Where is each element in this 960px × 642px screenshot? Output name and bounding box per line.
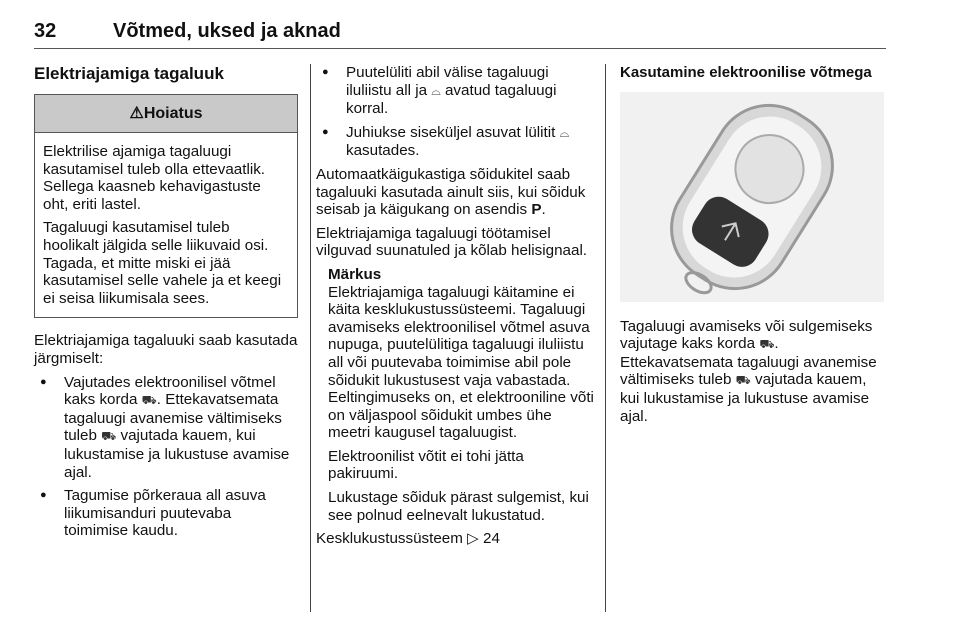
column-divider <box>310 64 311 612</box>
paragraph: Automaatkäigukastiga sõidukitel saab tagaluuki kasutada ainult siis, kui sõiduk seisab ja käigukang on asendis P. <box>316 165 586 219</box>
note-text: Lukustage sõiduk pärast sulgemist, kui see polnud eelnevalt lukustatud. <box>328 489 589 524</box>
paragraph: Elektriajamiga tagaluugi töötamisel vilguvad suunatuled ja kõlab helisignaal. <box>316 224 588 260</box>
page-number: 32 <box>34 20 57 42</box>
warning-icon: ⚠ <box>129 105 144 122</box>
tailgate-icon: ⛟ <box>101 429 117 444</box>
chapter-title: Võtmed, uksed ja aknad <box>113 20 341 42</box>
electronic-key-image <box>620 92 884 302</box>
note-text: Elektroonilist võtit ei tohi jätta pakiruumi. <box>328 447 524 483</box>
tailgate-icon: ⛟ <box>759 337 775 352</box>
car-tailgate-icon: ⌓ <box>559 125 570 140</box>
note-text: Elektriajamiga tagaluugi käitamine ei käita kesklukustussüsteemi. Tagaluugi avamiseks elektroonilisel võtmel asuva nupuga, puutelülitiga tagaluugi iluliistu all või puutevaba toimimise abil pole sõidukit lukustusest vaja vabastada. Eeltingimuseks on, et elektrooniline võti on väljaspool sõidukit umbes ühe meetri kaugusel tagaluugist. <box>328 283 594 442</box>
warning-box <box>34 94 298 318</box>
intro-text: Elektriajamiga tagaluuki saab kasutada järgmiselt: <box>34 332 298 367</box>
page-header <box>34 10 886 49</box>
tailgate-icon: ⛟ <box>735 373 751 388</box>
warning-text: Elektrilise ajamiga tagaluugi kasutamisel tuleb olla ettevaatlik. Sellega kaasneb kehavigastuste oht, eriti lastel. <box>43 143 266 213</box>
note-box <box>316 266 594 524</box>
car-tailgate-icon: ⌓ <box>431 83 441 98</box>
warning-title: Hoiatus <box>143 105 203 122</box>
list-item: ● Tagumise põrkeraua all asuva liikumisanduri puutevaba toimimise kaudu. <box>34 487 298 540</box>
section-heading: Kasutamine elektroonilise võtmega <box>620 64 872 81</box>
list-item: ● Vajutades elektroonilisel võtmel kaks korda ⛟. Ettekavatsemata tagaluugi avanemise vältimiseks tuleb ⛟ vajutada kauem, kui lukustamise ja lukustuse avamise ajal. <box>34 374 298 482</box>
column-divider <box>605 64 606 612</box>
reference-arrow-icon: ▷ <box>467 530 479 548</box>
cross-reference[interactable]: Kesklukustussüsteem ▷ 24 <box>316 530 500 548</box>
paragraph: Tagaluugi avamiseks või sulgemiseks vajutage kaks korda ⛟. Ettekavatsemata tagaluugi avanemise vältimiseks tuleb ⛟ vajutada kauem, kui lukustamise ja lukustuse avamise ajal. <box>620 317 877 425</box>
note-title: Märkus <box>328 265 382 283</box>
list-item: ● Juhiukse siseküljel asuvat lülitit ⌓ kasutades. <box>316 124 594 160</box>
tailgate-icon: ⛟ <box>141 393 157 408</box>
column-1 <box>34 64 298 546</box>
warning-text: Tagaluugi kasutamisel tuleb hoolikalt jälgida selle liikuvaid osi. Tagada, et mitte miski ei jää kasutamisel selle vahele ja et keegi ei seisa liikumisala sees. <box>43 219 282 307</box>
list-item: ● Puutelüliti abil välise tagaluugi iluliistu all ja ⌓ avatud tagaluugi korral. <box>316 64 594 118</box>
warning-header <box>35 95 297 133</box>
column-2 <box>316 64 594 554</box>
column-3 <box>620 64 888 431</box>
section-heading: Elektriajamiga tagaluuk <box>34 64 224 83</box>
